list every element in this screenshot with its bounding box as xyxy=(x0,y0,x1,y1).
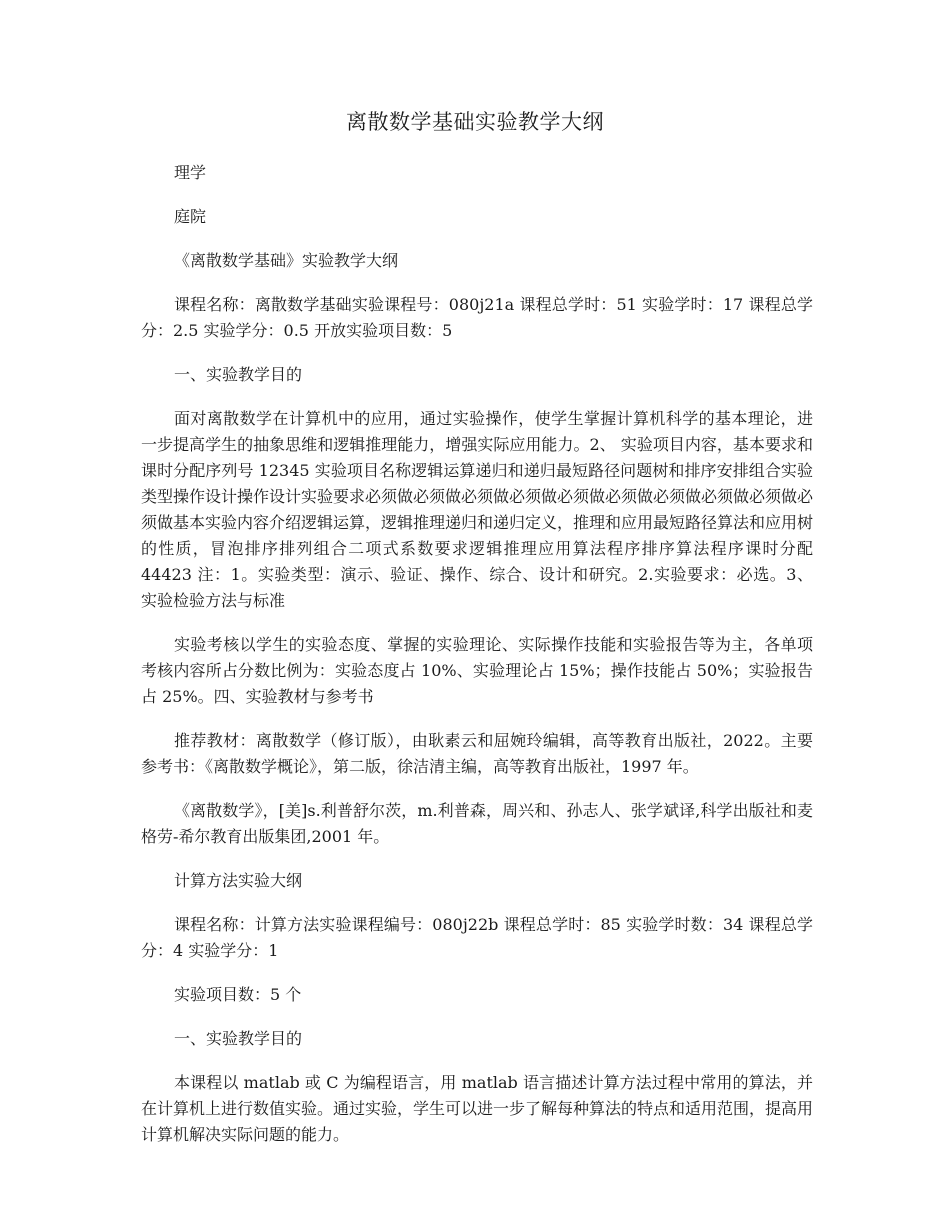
document-body xyxy=(141,160,813,1148)
paragraph-section-purpose-2: 一、实验教学目的 xyxy=(174,1029,303,1048)
paragraph-courtyard: 庭院 xyxy=(174,207,207,226)
paragraph-assessment: 实验考核以学生的实验态度、掌握的实验理论、实际操作技能和实验报告等为主，各单项考核内容所占分数比例为：实验态度占 10%、实验理论占 15%；操作技能占 50%；实验报告占 25%。四、实验教材与参考书 xyxy=(141,635,813,706)
paragraph-purpose-content: 面对离散数学在计算机中的应用，通过实验操作，使学生掌握计算机科学的基本理论，进一步提高学生的抽象思维和逻辑推理能力，增强实际应用能力。2、 实验项目内容，基本要求和课时分配序列号 12345 实验项目名称逻辑运算递归和递归最短路径问题树和排序安排组合实验类型操作设计操作设计实验要求必须做必须做必须做必须做必须做必须做必须做必须做必须做必须做基本实验内容介绍逻辑运算，逻辑推理递归和递归定义，推理和应用最短路径算法和应用树的性质，冒泡排序排列组合二项式系数要求逻辑推理应用算法程序排序算法程序课时分配 44423 注：1。实验类型：演示、验证、操作、综合、设计和研究。2.实验要求：必选。3、 实验检验方法与标准 xyxy=(141,409,814,610)
paragraph-computation-course-info: 课程名称：计算方法实验课程编号：080j22b 课程总学时：85 实验学时数：34 课程总学分：4 实验学分：1 xyxy=(141,915,813,960)
paragraph-reference-book: 《离散数学》，[美]s.利普舒尔茨，m.利普森，周兴和、孙志人、张学斌译,科学出版社和麦格劳-希尔教育出版集团,2001 年。 xyxy=(141,801,813,846)
paragraph-section-purpose: 一、实验教学目的 xyxy=(174,365,303,384)
paragraph-computation-purpose: 本课程以 matlab 或 C 为编程语言，用 matlab 语言描述计算方法过程中常用的算法，并在计算机上进行数值实验。通过实验，学生可以进一步了解每种算法的特点和适用范围，提高用计算机解决实际问题的能力。 xyxy=(141,1073,814,1144)
paragraph-project-count: 实验项目数：5 个 xyxy=(174,985,302,1004)
document-title: 离散数学基础实验教学大纲 xyxy=(346,110,604,134)
paragraph-computation-syllabus: 计算方法实验大纲 xyxy=(174,871,303,890)
paragraph-textbooks: 推荐教材：离散数学（修订版），由耿素云和屈婉玲编辑，高等教育出版社，2022。主要参考书：《离散数学概论》，第二版，徐洁清主编，高等教育出版社，1997 年。 xyxy=(141,731,813,776)
paragraph-course-info: 课程名称：离散数学基础实验课程号：080j21a 课程总学时：51 实验学时：17 课程总学分：2.5 实验学分：0.5 开放实验项目数：5 xyxy=(141,295,813,340)
paragraph-faculty: 理学 xyxy=(174,163,207,182)
paragraph-syllabus-heading: 《离散数学基础》实验教学大纲 xyxy=(174,251,399,270)
